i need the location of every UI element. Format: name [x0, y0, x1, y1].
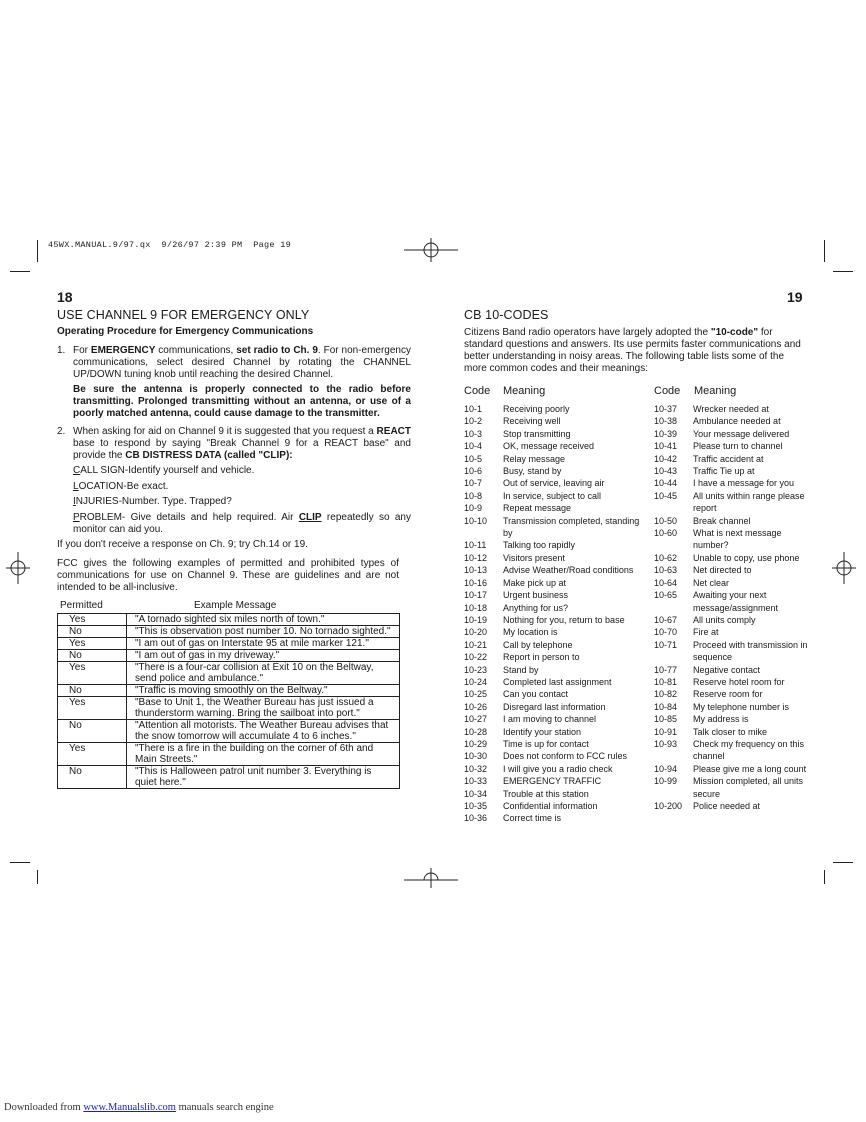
clip-p-rest-a: ROBLEM- Give details and help required. Air	[79, 512, 299, 523]
code-row	[464, 726, 644, 738]
code-meaning: All units within range please report	[693, 490, 805, 514]
step-2-text-c: base to respond by saying "Break Channel 9 for a REACT base" and provide the	[73, 438, 411, 461]
code-number: 10-10	[464, 515, 488, 526]
code-number: 10-45	[654, 490, 678, 501]
code-row	[464, 639, 644, 651]
download-footer	[4, 1102, 274, 1113]
code-row	[464, 539, 644, 551]
step-1-number: 1.	[57, 345, 66, 356]
no-response-note: If you don't receive a response on Ch. 9; try Ch.14 or 19.	[57, 539, 308, 550]
code-row	[464, 515, 644, 540]
permitted-cell: No	[58, 626, 127, 638]
code-number: 10-67	[654, 614, 678, 625]
table-header-permitted: Permitted	[60, 600, 103, 611]
example-message-cell: "Traffic is moving smoothly on the Beltway."	[127, 685, 400, 697]
table-row	[58, 638, 400, 650]
code-meaning: Correct time is	[503, 813, 562, 824]
clip-p-rest-b: repeatedly so any monitor can aid you.	[73, 512, 411, 535]
step-1-text-c: communications,	[155, 345, 237, 356]
code-meaning: Break channel	[693, 515, 751, 526]
code-number: 10-19	[464, 614, 488, 625]
code-row	[654, 515, 814, 527]
code-meaning: Out of service, leaving air	[503, 478, 605, 489]
code-row	[464, 750, 644, 762]
code-row	[464, 453, 644, 465]
code-meaning: Reserve hotel room for	[693, 676, 785, 687]
crop-mark-bottom-left-h	[10, 862, 30, 863]
code-meaning: I am moving to channel	[503, 714, 597, 725]
table-row	[58, 614, 400, 626]
code-row	[654, 564, 814, 576]
code-row	[464, 614, 644, 626]
code-number: 10-16	[464, 577, 488, 588]
registration-mark-top-icon	[404, 238, 458, 262]
clip-p-letter: P	[73, 512, 80, 523]
code-meaning: My telephone number is	[693, 701, 790, 712]
code-row	[464, 713, 644, 725]
example-message-cell: "There is a four-car collision at Exit 10 on the Beltway, send police and ambulance."	[127, 662, 400, 685]
example-message-cell: "This is Halloween patrol unit number 3. Everything is quiet here."	[127, 766, 400, 789]
code-meaning: Please give me a long count	[693, 763, 807, 774]
code-row	[464, 763, 644, 775]
code-number: 10-25	[464, 689, 488, 700]
code-row	[464, 440, 644, 452]
step-1-set-radio: set radio to Ch. 9	[236, 345, 318, 356]
code-number: 10-93	[654, 738, 678, 749]
clip-call-sign	[73, 465, 254, 477]
crop-mark-bottom-right-h	[833, 862, 853, 863]
code-row	[464, 577, 644, 589]
permitted-cell: Yes	[58, 614, 127, 626]
code-meaning: Relay message	[503, 453, 566, 464]
step-2-text-a: When asking for aid on Channel 9 it is suggested that you request a	[73, 426, 377, 437]
code-meaning: Mission completed, all units secure	[693, 776, 804, 799]
code-number: 10-94	[654, 763, 678, 774]
code-row	[654, 800, 814, 812]
code-row	[654, 440, 814, 452]
table-row	[58, 766, 400, 789]
code-number: 10-35	[464, 801, 488, 811]
code-row	[464, 651, 644, 663]
code-number: 10-27	[464, 714, 488, 725]
code-number: 10-71	[654, 639, 678, 650]
code-meaning: Time is up for contact	[503, 738, 589, 749]
left-page-title: USE CHANNEL 9 FOR EMERGENCY ONLY	[57, 308, 310, 322]
permitted-cell: No	[58, 766, 127, 789]
code-meaning: My address is	[693, 714, 749, 725]
table-row	[58, 697, 400, 720]
code-row	[654, 527, 814, 552]
code-number: 10-44	[654, 478, 678, 489]
code-meaning: Awaiting your next message/assignment	[693, 590, 779, 613]
code-meaning: Net clear	[693, 577, 730, 588]
ten-codes-right-column	[654, 403, 814, 812]
code-number: 10-42	[654, 453, 678, 464]
code-meaning: My location is	[503, 627, 558, 638]
code-number: 10-38	[654, 416, 678, 427]
code-meaning: Reserve room for	[693, 689, 763, 700]
example-message-table	[57, 613, 400, 789]
example-message-cell: "A tornado sighted six miles north of town."	[127, 614, 400, 626]
code-row	[654, 639, 814, 664]
footer-prefix: Downloaded from	[4, 1102, 84, 1113]
code-number: 10-50	[654, 515, 678, 526]
code-row	[464, 788, 644, 800]
code-number: 10-200	[654, 801, 683, 811]
step-1-text	[73, 345, 411, 381]
code-row	[464, 664, 644, 676]
code-meaning: Check my frequency on this channel	[693, 738, 805, 762]
step-1-text-a: For	[73, 345, 91, 356]
code-number: 10-43	[654, 466, 678, 477]
code-meaning: Urgent business	[503, 590, 569, 601]
code-number: 10-91	[654, 726, 678, 737]
step-1-warning-text: Be sure the antenna is properly connected to the radio before transmitting. Prolonged transmitting without an antenna, or use of a poorly matched antenna, could cause damage to the transmitter.	[73, 384, 411, 419]
code-row	[654, 614, 814, 626]
code-meaning: Receiving poorly	[503, 404, 570, 414]
code-number: 10-34	[464, 788, 488, 799]
code-meaning: Talking too rapidly	[503, 540, 576, 551]
code-number: 10-82	[654, 689, 678, 700]
code-meaning: Negative contact	[693, 664, 761, 675]
code-row	[654, 490, 814, 515]
code-row	[464, 477, 644, 489]
code-row	[654, 577, 814, 589]
code-meaning: Nothing for you, return to base	[503, 614, 625, 625]
code-row	[464, 502, 644, 514]
crop-mark-top-right-v	[824, 240, 825, 262]
code-number: 10-20	[464, 627, 488, 638]
example-message-cell: "There is a fire in the building on the corner of 6th and Main Streets."	[127, 743, 400, 766]
code-number: 10-17	[464, 590, 488, 601]
code-number: 10-30	[464, 751, 488, 762]
code-row	[464, 564, 644, 576]
code-meaning: Report in person to	[503, 652, 580, 663]
left-page-number: 18	[57, 289, 73, 305]
code-number: 10-4	[464, 441, 483, 452]
code-meaning: Anything for us?	[503, 602, 569, 613]
ten-codes-intro	[464, 327, 804, 375]
permitted-cell: No	[58, 685, 127, 697]
intro-text-c: for standard questions and answers. Its use permits faster communications and better understanding in noisy areas. The following table lists some of the more common codes and their meanings:	[464, 327, 801, 374]
clip-l-letter: L	[73, 481, 79, 492]
code-row	[464, 688, 644, 700]
code-number: 10-6	[464, 466, 483, 477]
code-number: 10-85	[654, 714, 678, 725]
code-number: 10-8	[464, 490, 483, 501]
code-row	[654, 428, 814, 440]
table-row	[58, 720, 400, 743]
code-meaning: In service, subject to call	[503, 490, 602, 501]
code-meaning: Visitors present	[503, 552, 565, 563]
code-number: 10-70	[654, 627, 678, 638]
code-meaning: Ambulance needed at	[693, 416, 781, 427]
code-meaning: Call by telephone	[503, 639, 573, 650]
step-1-warning	[73, 384, 411, 420]
code-number: 10-26	[464, 701, 488, 712]
crop-mark-top-left-v	[37, 240, 38, 262]
print-header: 45WX.MANUAL.9/97.qx 9/26/97 2:39 PM Page 19	[48, 240, 292, 250]
code-row	[654, 676, 814, 688]
code-meaning: Busy, stand by	[503, 466, 562, 477]
code-number: 10-9	[464, 503, 483, 514]
code-row	[654, 726, 814, 738]
example-message-cell: "Base to Unit 1, the Weather Bureau has just issued a thunderstorm warning. Bring the sailboat into port."	[127, 697, 400, 720]
code-row	[654, 664, 814, 676]
codes-right-header-meaning: Meaning	[694, 385, 737, 397]
code-row	[464, 676, 644, 688]
table-row	[58, 650, 400, 662]
code-number: 10-28	[464, 726, 488, 737]
clip-problem	[73, 512, 411, 536]
code-number: 10-36	[464, 813, 488, 824]
code-row	[464, 428, 644, 440]
code-row	[464, 602, 644, 614]
code-number: 10-13	[464, 565, 488, 576]
right-page-title: CB 10-CODES	[464, 308, 549, 322]
code-meaning: Completed last assignment	[503, 676, 612, 687]
code-number: 10-84	[654, 701, 678, 712]
code-row	[654, 589, 814, 614]
code-number: 10-81	[654, 676, 678, 687]
code-number: 10-21	[464, 639, 488, 650]
code-meaning: Please turn to channel	[693, 441, 783, 452]
code-meaning: Stand by	[503, 664, 539, 675]
code-meaning: Trouble at this station	[503, 788, 589, 799]
crop-mark-top-left-h	[10, 271, 30, 272]
code-row	[464, 589, 644, 601]
code-number: 10-18	[464, 602, 488, 613]
code-row	[654, 453, 814, 465]
codes-left-header-code: Code	[464, 385, 491, 397]
code-row	[654, 775, 814, 800]
permitted-cell: Yes	[58, 697, 127, 720]
code-number: 10-65	[654, 590, 678, 601]
code-number: 10-39	[654, 428, 678, 439]
code-number: 10-33	[464, 776, 488, 787]
right-page-number: 19	[787, 289, 803, 305]
code-row	[654, 403, 814, 415]
code-number: 10-62	[654, 552, 678, 563]
fcc-paragraph: FCC gives the following examples of permitted and prohibited types of communications for use on Channel 9. These are guidelines and are not intended to be all-inclusive.	[57, 558, 399, 593]
code-row	[464, 552, 644, 564]
registration-mark-right-icon	[832, 552, 856, 584]
registration-mark-bottom-icon	[404, 868, 458, 888]
code-row	[654, 688, 814, 700]
clip-c-letter: C	[73, 465, 81, 476]
step-1-text-e: . For non-emergency communications, select desired Channel by rotating the CHANNEL UP/DOWN tuning knob until reaching the desired Channel.	[73, 345, 411, 380]
table-row	[58, 743, 400, 766]
example-message-cell: "I am out of gas in my driveway."	[127, 650, 400, 662]
code-meaning: What is next message number?	[693, 528, 782, 551]
code-row	[654, 477, 814, 489]
code-meaning: Confidential information	[503, 801, 598, 811]
clip-location	[73, 481, 168, 493]
code-row	[654, 701, 814, 713]
code-number: 10-23	[464, 664, 488, 675]
step-2-text	[73, 426, 411, 462]
crop-mark-top-right-h	[833, 271, 853, 272]
permitted-cell: Yes	[58, 662, 127, 685]
step-2-distress-data: CB DISTRESS DATA (called "CLIP):	[125, 450, 293, 461]
permitted-cell: No	[58, 720, 127, 743]
code-meaning: Wrecker needed at	[693, 404, 769, 414]
code-row	[464, 415, 644, 427]
code-meaning: Can you contact	[503, 689, 569, 700]
code-meaning: Talk closer to mike	[693, 726, 768, 737]
code-number: 10-12	[464, 552, 488, 563]
code-row	[654, 738, 814, 763]
code-meaning: Transmission completed, standing by	[503, 515, 640, 539]
code-number: 10-5	[464, 453, 483, 464]
code-row	[464, 812, 644, 824]
clip-i-rest: NJURIES-Number. Type. Trapped?	[75, 496, 232, 507]
clip-injuries	[73, 496, 232, 508]
code-meaning: Traffic Tie up at	[693, 466, 755, 477]
code-meaning: Stop transmitting	[503, 428, 571, 439]
example-message-cell: "Attention all motorists. The Weather Bureau advises that the snow tomorrow will accumulate 4 to 6 inches."	[127, 720, 400, 743]
step-1-emergency: EMERGENCY	[90, 345, 156, 356]
code-row	[464, 701, 644, 713]
code-number: 10-1	[464, 404, 483, 414]
code-meaning: EMERGENCY TRAFFIC	[503, 776, 602, 787]
code-meaning: Proceed with transmission in sequence	[693, 639, 808, 663]
code-number: 10-24	[464, 676, 488, 687]
code-meaning: I will give you a radio check	[503, 763, 613, 774]
table-row	[58, 626, 400, 638]
code-number: 10-60	[654, 528, 678, 539]
code-meaning: I have a message for you	[693, 478, 795, 489]
code-row	[654, 465, 814, 477]
code-number: 10-7	[464, 478, 483, 489]
code-meaning: Net directed to	[693, 565, 752, 576]
code-row	[464, 465, 644, 477]
table-header-message: Example Message	[194, 600, 277, 611]
code-row	[464, 403, 644, 415]
code-meaning: Make pick up at	[503, 577, 567, 588]
example-message-cell: "I am out of gas on Interstate 95 at mile marker 121."	[127, 638, 400, 650]
code-meaning: All units comply	[693, 614, 756, 625]
crop-mark-bottom-right-v	[824, 870, 825, 884]
table-row	[58, 685, 400, 697]
code-number: 10-64	[654, 577, 678, 588]
permitted-cell: Yes	[58, 743, 127, 766]
registration-mark-left-icon	[6, 552, 30, 584]
code-row	[464, 800, 644, 812]
code-meaning: OK, message received	[503, 441, 595, 452]
code-meaning: Unable to copy, use phone	[693, 552, 800, 563]
code-meaning: Repeat message	[503, 503, 572, 514]
code-meaning: Police needed at	[693, 801, 761, 811]
code-row	[464, 490, 644, 502]
clip-l-rest: OCATION-Be exact.	[78, 481, 169, 492]
code-number: 10-37	[654, 404, 678, 414]
code-number: 10-77	[654, 664, 678, 675]
code-number: 10-99	[654, 776, 678, 787]
permitted-cell: No	[58, 650, 127, 662]
code-row	[464, 626, 644, 638]
code-meaning: Fire at	[693, 627, 719, 638]
codes-left-header-meaning: Meaning	[503, 385, 546, 397]
intro-text-a: Citizens Band radio operators have largely adopted the	[464, 327, 711, 338]
code-meaning: Your message delivered	[693, 428, 790, 439]
code-number: 10-41	[654, 441, 678, 452]
code-number: 10-63	[654, 565, 678, 576]
codes-right-header-code: Code	[654, 385, 681, 397]
code-meaning: Traffic accident at	[693, 453, 764, 464]
code-row	[654, 552, 814, 564]
code-row	[654, 763, 814, 775]
code-number: 10-11	[464, 540, 487, 551]
code-number: 10-3	[464, 428, 483, 439]
permitted-cell: Yes	[58, 638, 127, 650]
clip-c-rest: ALL SIGN-Identify yourself and vehicle.	[80, 465, 255, 476]
code-row	[464, 738, 644, 750]
clip-p-clip: CLIP	[298, 512, 322, 523]
code-row	[464, 775, 644, 787]
code-meaning: Identify your station	[503, 726, 582, 737]
footer-suffix: manuals search engine	[175, 1102, 274, 1113]
ten-codes-left-column	[464, 403, 644, 825]
code-meaning: Disregard last information	[503, 701, 606, 712]
code-meaning: Does not conform to FCC rules	[503, 751, 628, 762]
left-page-subtitle: Operating Procedure for Emergency Communications	[57, 326, 314, 337]
example-message-cell: "This is observation post number 10. No tornado sighted."	[127, 626, 400, 638]
clip-i-letter: I	[73, 496, 76, 507]
step-2-number: 2.	[57, 426, 66, 437]
code-number: 10-22	[464, 652, 488, 663]
code-number: 10-32	[464, 763, 488, 774]
step-2-react: REACT	[376, 426, 411, 437]
code-meaning: Receiving well	[503, 416, 561, 427]
intro-ten-code: "10-code"	[710, 327, 759, 338]
table-row	[58, 662, 400, 685]
code-row	[654, 626, 814, 638]
code-number: 10-2	[464, 416, 483, 427]
code-number: 10-29	[464, 738, 488, 749]
code-meaning: Advise Weather/Road conditions	[503, 565, 634, 576]
crop-mark-bottom-left-v	[37, 870, 38, 884]
code-row	[654, 415, 814, 427]
code-row	[654, 713, 814, 725]
manualslib-link[interactable]: www.Manualslib.com	[83, 1102, 176, 1113]
